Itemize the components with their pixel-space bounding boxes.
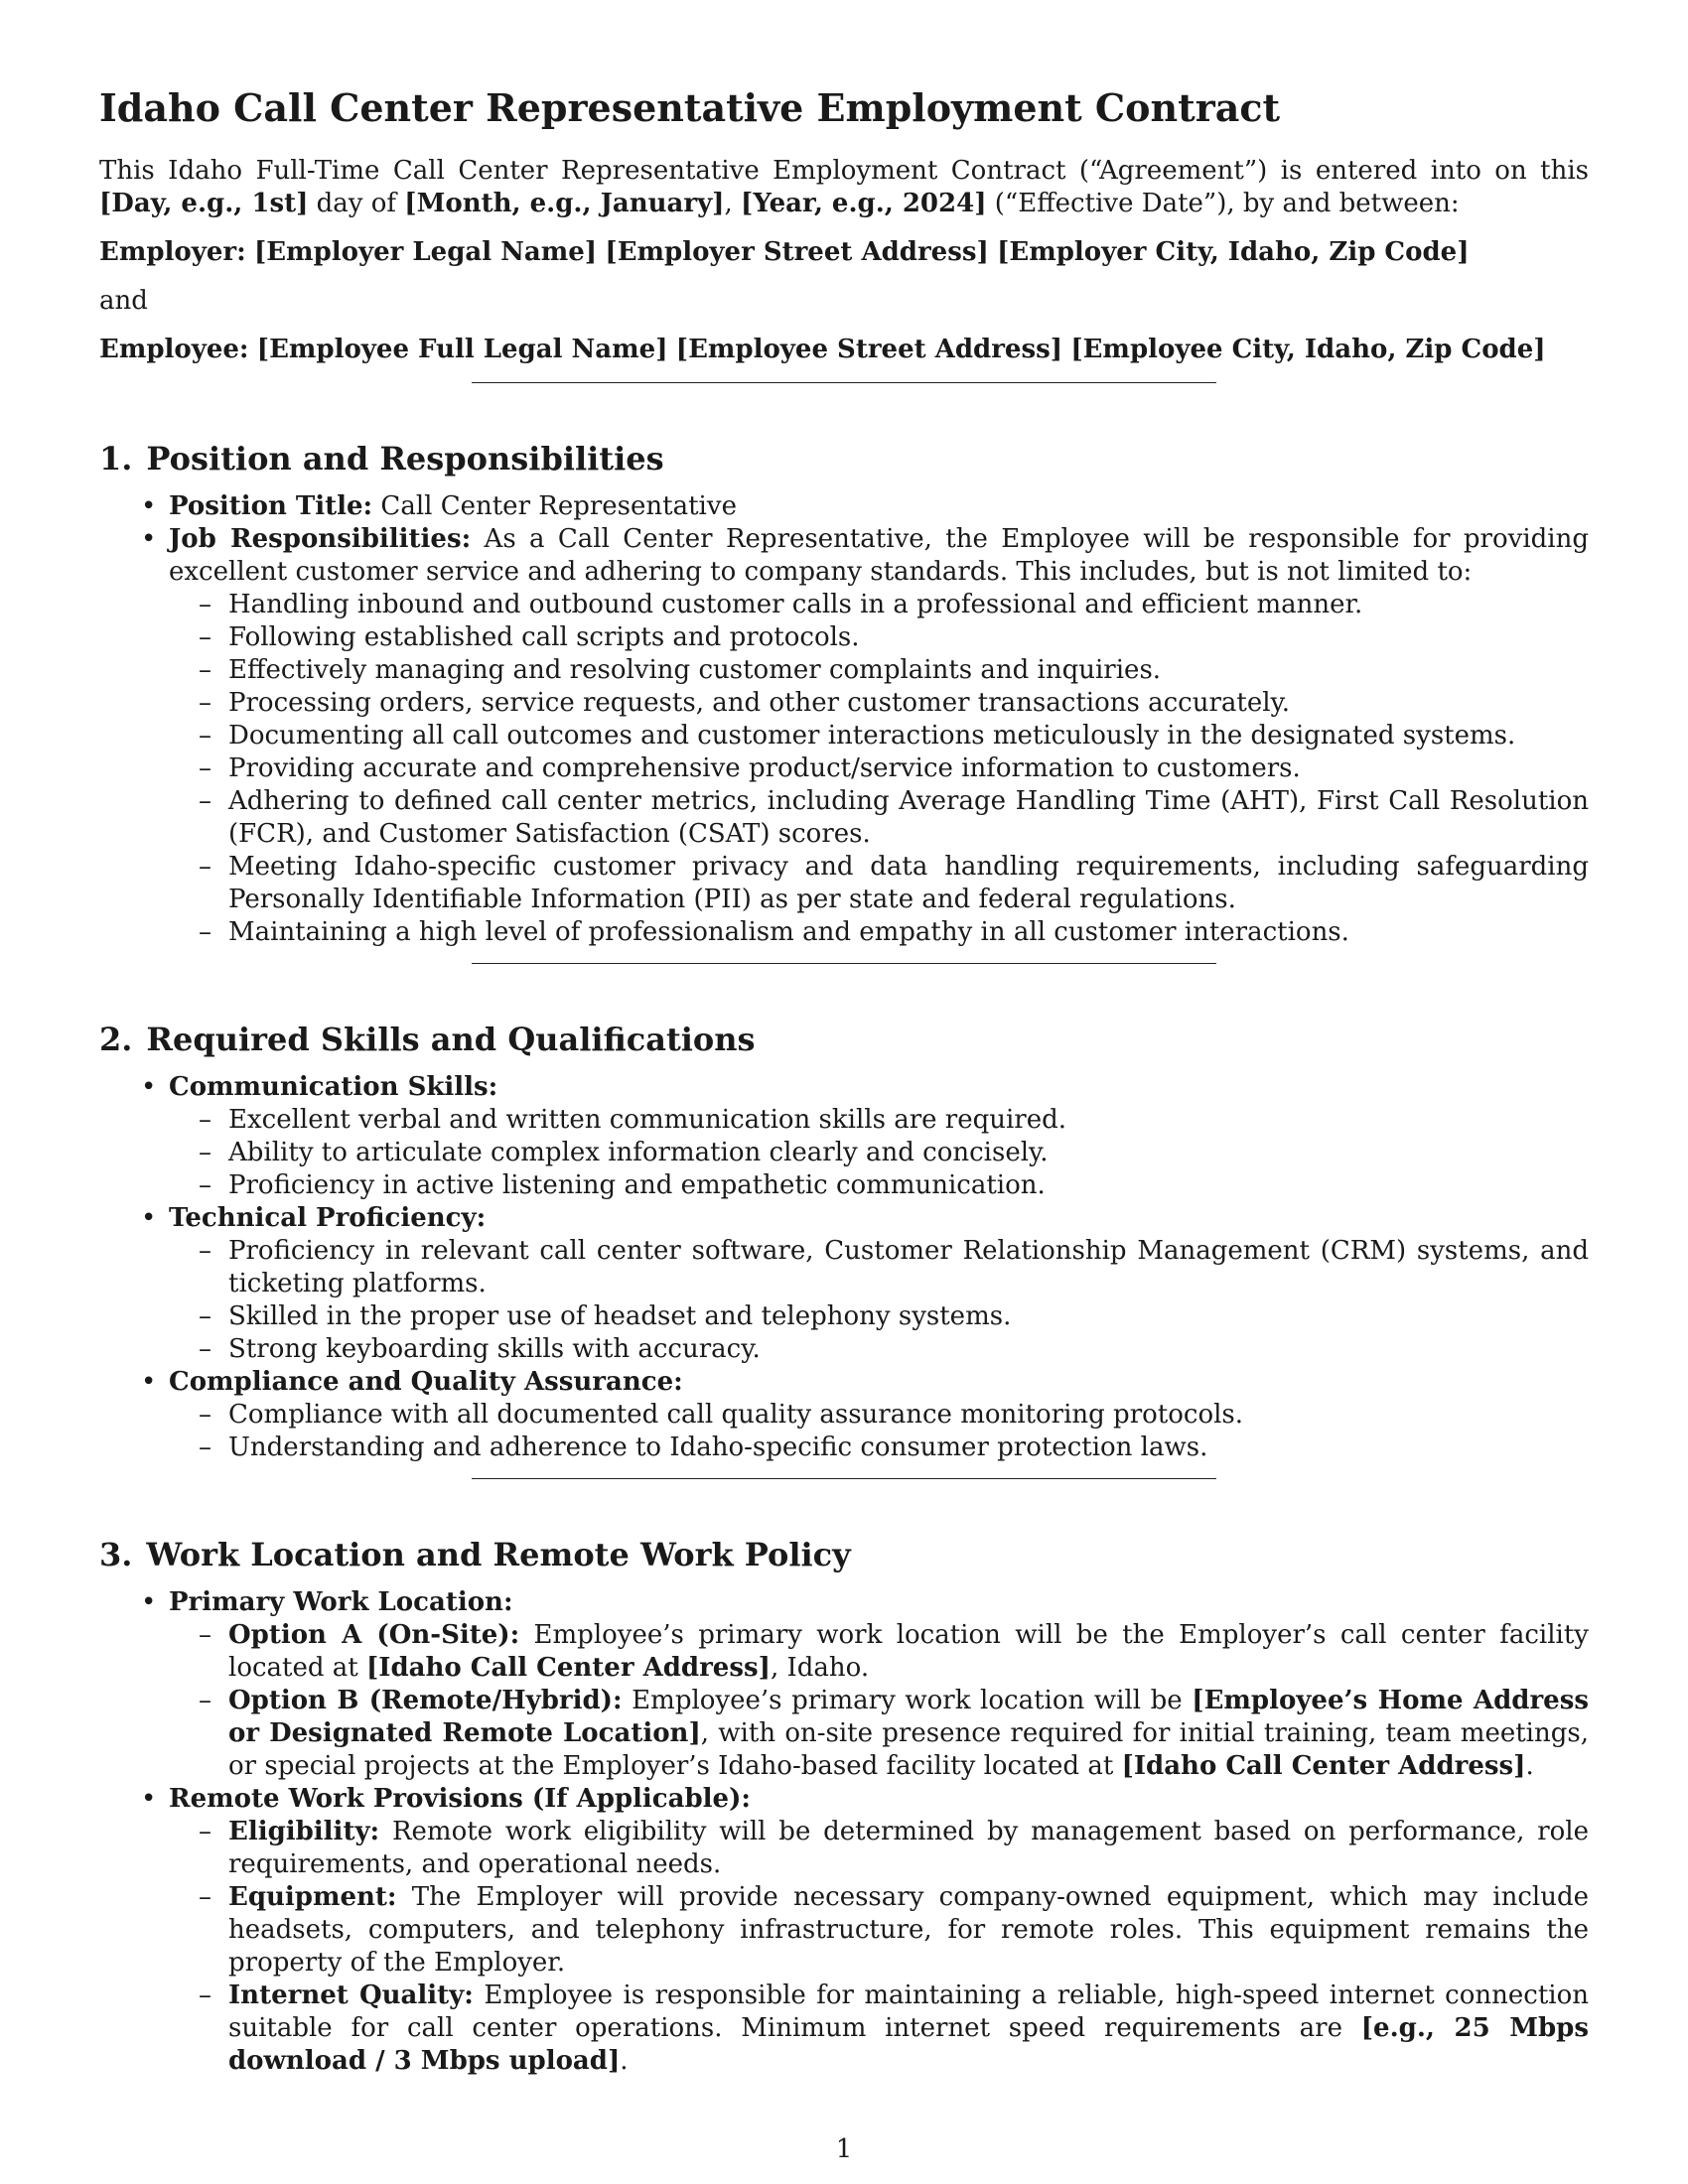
section-divider	[472, 382, 1216, 383]
section-3-list	[99, 1586, 1589, 2078]
list-item: – Handling inbound and outbound customer calls in a professional and efficient manner.	[228, 589, 1589, 621]
list-item: – Compliance with all documented call quality assurance monitoring protocols.	[228, 1399, 1589, 1432]
communication-skills-item: • Communication Skills: – Excellent verbal and written communication skills are required. – Ability to articulate complex information clearly and concisely. – Proficiency in active listening and empathetic communication.	[169, 1071, 1589, 1202]
section-divider	[472, 1478, 1216, 1479]
employee-line: Employee: [Employee Full Legal Name] [Employee Street Address] [Employee City, Idaho, Zip Code]	[99, 335, 1546, 364]
option-a-item: – Option A (On-Site): Employee’s primary work location will be the Employer’s call center facility located at [Idaho Call Center Address], Idaho.	[228, 1619, 1589, 1685]
location-options-sublist	[169, 1619, 1589, 1783]
eligibility-item: – Eligibility: Remote work eligibility will be determined by management based on performance, role requirements, and operational needs.	[228, 1816, 1589, 1881]
list-item: – Ability to articulate complex information clearly and concisely.	[228, 1137, 1589, 1169]
section-3-heading: 3. Work Location and Remote Work Policy	[99, 1536, 851, 1573]
list-item: – Documenting all call outcomes and customer interactions meticulously in the designated systems.	[228, 720, 1589, 752]
list-item: – Processing orders, service requests, and other customer transactions accurately.	[228, 687, 1589, 720]
technical-proficiency-item: • Technical Proficiency: – Proficiency in relevant call center software, Customer Relationship Management (CRM) systems, and ticketing platforms. – Skilled in the proper use of headset and telephony systems. – Strong keyboarding skills with accuracy.	[169, 1202, 1589, 1366]
internet-quality-item: – Internet Quality: Employee is responsible for maintaining a reliable, high-speed internet connection suitable for call center operations. Minimum internet speed requirements are [e.g., 25 Mbps download / 3 Mbps upload].	[228, 1979, 1589, 2078]
section-1-heading: 1. Position and Responsibilities	[99, 440, 664, 478]
day-placeholder: [Day, e.g., 1st]	[99, 189, 309, 218]
job-responsibilities-item: • Job Responsibilities: As a Call Center Representative, the Employee will be responsible for providing excellent customer service and adhering to company standards. This includes, but is not limited to: – Handling inbound and outbound customer calls in a professional and efficient manner. – Following established call scripts and protocols. – Effectively managing and resolving customer complaints and inquiries. – Processing orders, service requests, and other customer transactions accurately. – Documenting all call outcomes and customer interactions meticulously in the designated systems. – Providing accurate and comprehensive product/service information to customers. – Adhering to defined call center metrics, including Average Handling Time (AHT), First Call Resolution (FCR), and Customer Satisfaction (CSAT) scores. – Meeting Idaho-specific customer privacy and data handling requirements, including safeguarding Personally Identifiable Information (PII) as per state and federal regulations. – Maintaining a high level of professionalism and empathy in all customer interactions.	[169, 523, 1589, 949]
list-item: – Understanding and adherence to Idaho-specific consumer protection laws.	[228, 1432, 1589, 1464]
list-item: – Proficiency in active listening and empathetic communication.	[228, 1169, 1589, 1202]
responsibilities-sublist	[169, 589, 1589, 949]
list-item: – Strong keyboarding skills with accuracy.	[228, 1333, 1589, 1366]
list-item: – Maintaining a high level of professionalism and empathy in all customer interactions.	[228, 916, 1589, 949]
section-divider	[472, 963, 1216, 964]
list-item: – Following established call scripts and protocols.	[228, 621, 1589, 654]
position-title-item: • Position Title: Call Center Representative	[169, 490, 1589, 523]
list-item: – Effectively managing and resolving customer complaints and inquiries.	[228, 654, 1589, 687]
equipment-item: – Equipment: The Employer will provide necessary company-owned equipment, which may include headsets, computers, and telephony infrastructure, for remote roles. This equipment remains the property of the Employer.	[228, 1881, 1589, 1979]
remote-work-provisions-item: • Remote Work Provisions (If Applicable): – Eligibility: Remote work eligibility will be determined by management based on performance, role requirements, and operational needs. – Equipment: The Employer will provide necessary company-owned equipment, which may include headsets, computers, and telephony infrastructure, for remote roles. This equipment remains the property of the Employer. – Internet Quality: Employee is responsible for maintaining a reliable, high-speed internet connection suitable for call center operations. Minimum internet speed requirements are [e.g., 25 Mbps download / 3 Mbps upload].	[169, 1783, 1589, 2078]
page-number: 1	[835, 2134, 853, 2164]
year-placeholder: [Year, e.g., 2024]	[741, 189, 987, 218]
contract-page	[99, 85, 1589, 2090]
section-1-list	[99, 490, 1589, 949]
compliance-qa-item: • Compliance and Quality Assurance: – Compliance with all documented call quality assurance monitoring protocols. – Understanding and adherence to Idaho-specific consumer protection laws.	[169, 1366, 1589, 1464]
employer-line: Employer: [Employer Legal Name] [Employer Street Address] [Employer City, Idaho, Zip Code]	[99, 237, 1470, 267]
month-placeholder: [Month, e.g., January]	[404, 189, 725, 218]
primary-work-location-item: • Primary Work Location: – Option A (On-Site): Employee’s primary work location will be the Employer’s call center facility located at [Idaho Call Center Address], Idaho. – Option B (Remote/Hybrid): Employee’s primary work location will be [Employee’s Home Address or Designated Remote Location], with on-site presence required for initial training, team meetings, or special projects at the Employer’s Idaho-based facility located at [Idaho Call Center Address].	[169, 1586, 1589, 1783]
option-b-item: – Option B (Remote/Hybrid): Employee’s primary work location will be [Employee’s Home Address or Designated Remote Location], with on-site presence required for initial training, team meetings, or special projects at the Employer’s Idaho-based facility located at [Idaho Call Center Address].	[228, 1685, 1589, 1783]
list-item: – Skilled in the proper use of headset and telephony systems.	[228, 1300, 1589, 1333]
and-text: and	[99, 286, 148, 316]
remote-provisions-sublist	[169, 1816, 1589, 2078]
list-item: – Proficiency in relevant call center software, Customer Relationship Management (CRM) systems, and ticketing platforms.	[228, 1235, 1589, 1300]
communication-sublist	[169, 1104, 1589, 1202]
section-2-list	[99, 1071, 1589, 1464]
section-2-heading: 2. Required Skills and Qualifications	[99, 1021, 756, 1058]
document-title: Idaho Call Center Representative Employment Contract	[99, 85, 1281, 130]
list-item: – Meeting Idaho-specific customer privacy and data handling requirements, including safeguarding Personally Identifiable Information (PII) as per state and federal regulations.	[228, 851, 1589, 916]
list-item: – Adhering to defined call center metrics, including Average Handling Time (AHT), First Call Resolution (FCR), and Customer Satisfaction (CSAT) scores.	[228, 785, 1589, 851]
technical-sublist	[169, 1235, 1589, 1366]
intro-paragraph: This Idaho Full-Time Call Center Representative Employment Contract (“Agreement”) is entered into on this [Day, e.g., 1st] day of [Month, e.g., January], [Year, e.g., 2024] (“Effective Date”), by and between:	[99, 156, 1589, 218]
compliance-sublist	[169, 1399, 1589, 1464]
list-item: – Excellent verbal and written communication skills are required.	[228, 1104, 1589, 1137]
list-item: – Providing accurate and comprehensive product/service information to customers.	[228, 752, 1589, 785]
